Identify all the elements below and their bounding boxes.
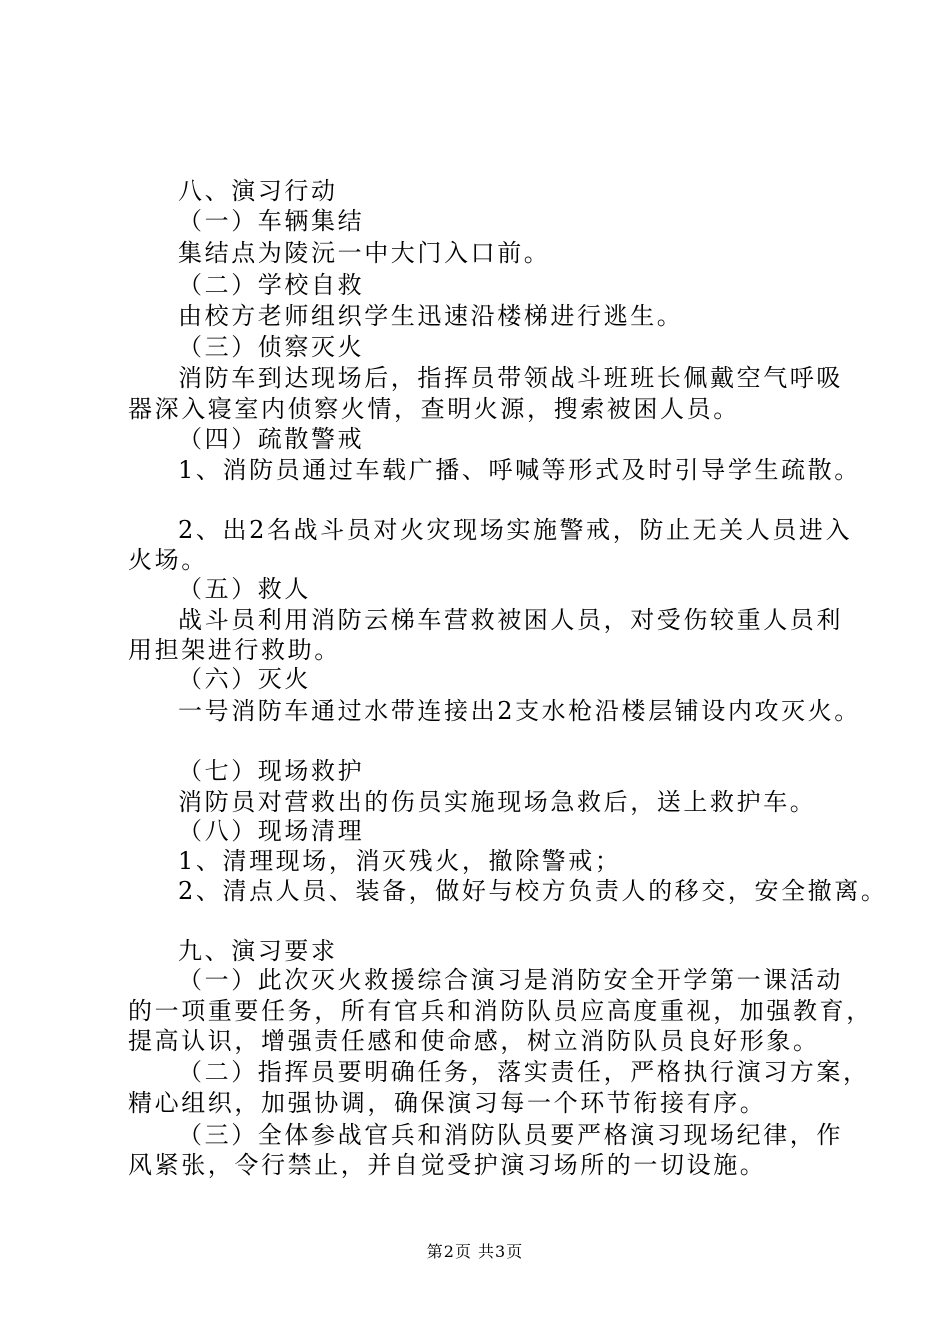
subsection-heading: （八）现场清理	[178, 817, 365, 845]
paragraph-line: 由校方老师组织学生迅速沿楼梯进行逃生。	[178, 302, 684, 330]
paragraph-line: 的一项重要任务，所有官兵和消防队员应高度重视，加强教育，	[128, 997, 873, 1025]
subsection-heading: （三）侦察灭火	[178, 333, 365, 361]
paragraph-line: 风紧张，令行禁止，并自觉受护演习场所的一切设施。	[128, 1151, 767, 1179]
paragraph-line: 2、出2名战斗员对火灾现场实施警戒，防止无关人员进入	[178, 516, 853, 544]
paragraph-line: 集结点为陵沅一中大门入口前。	[178, 239, 551, 267]
page-number-footer: 第2页 共3页	[426, 1242, 524, 1261]
section-heading: 九、演习要求	[178, 937, 338, 965]
paragraph-line: 消防员对营救出的伤员实施现场急救后，送上救护车。	[178, 788, 817, 816]
paragraph-line: （一）此次灭火救援综合演习是消防安全开学第一课活动	[178, 966, 843, 994]
section-heading: 八、演习行动	[178, 177, 338, 205]
subsection-heading: （一）车辆集结	[178, 207, 365, 235]
paragraph-line: （三）全体参战官兵和消防队员要严格演习现场纪律，作	[178, 1121, 843, 1149]
paragraph-line: 战斗员利用消防云梯车营救被困人员，对受伤较重人员利	[178, 606, 843, 634]
paragraph-line: 1、清理现场，消灭残火，撤除警戒；	[178, 847, 622, 875]
subsection-heading: （六）灭火	[178, 665, 311, 693]
subsection-heading: （五）救人	[178, 575, 311, 603]
paragraph-line: 消防车到达现场后，指挥员带领战斗班班长佩戴空气呼吸	[178, 364, 843, 392]
paragraph-line: 一号消防车通过水带连接出2支水枪沿楼层铺设内攻灭火。	[178, 697, 861, 725]
paragraph-line: 精心组织，加强协调，确保演习每一个环节衔接有序。	[128, 1089, 767, 1117]
paragraph-line: 提高认识，增强责任感和使命感，树立消防队员良好形象。	[128, 1027, 820, 1055]
paragraph-line: 用担架进行救助。	[128, 636, 341, 664]
paragraph-line: 2、清点人员、装备，做好与校方负责人的移交，安全撤离。	[178, 877, 888, 905]
subsection-heading: （四）疏散警戒	[178, 425, 365, 453]
paragraph-line: （二）指挥员要明确任务，落实责任，严格执行演习方案，	[178, 1058, 870, 1086]
subsection-heading: （七）现场救护	[178, 757, 365, 785]
paragraph-line: 火场。	[128, 546, 208, 574]
paragraph-line: 1、消防员通过车载广播、呼喊等形式及时引导学生疏散。	[178, 456, 861, 484]
paragraph-line: 器深入寝室内侦察火情，查明火源，搜索被困人员。	[128, 395, 740, 423]
subsection-heading: （二）学校自救	[178, 271, 365, 299]
